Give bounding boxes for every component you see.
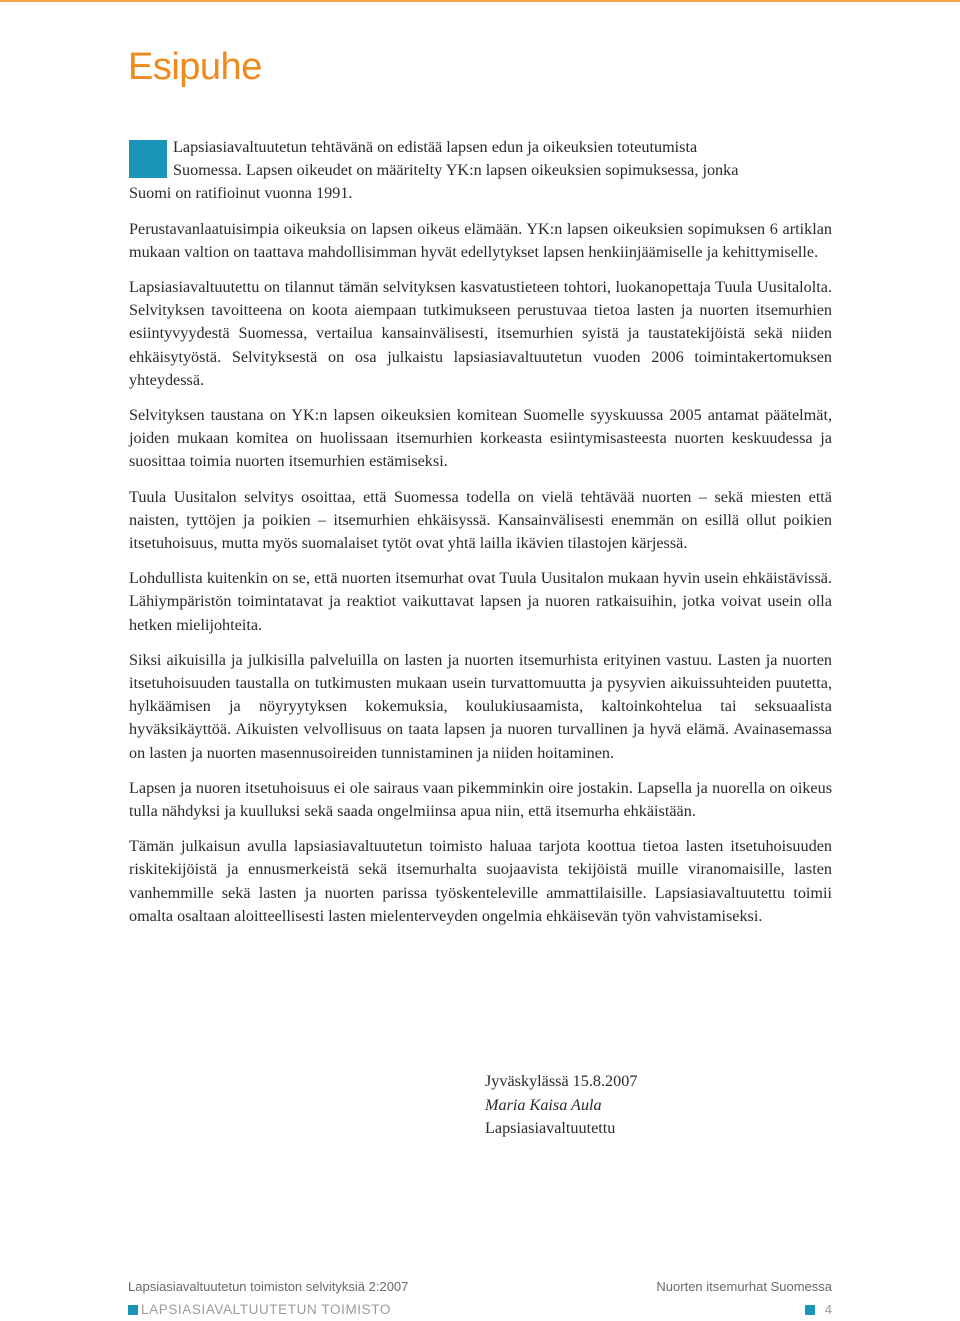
signature-block bbox=[485, 1070, 637, 1141]
paragraph-5: Tuula Uusitalon selvitys osoittaa, että Suomessa todella on vielä tehtävää nuorten – sekä miesten että naisten, tyttöjen ja poikien – itsemurhien ehkäisyssä. Kansainvälisesti enemmän on esillä ollut poikien itsetuhoisuus, mutta myös suomalaiset tytöt ovat yhtä lailla ikävien tilastojen kärjessä. bbox=[129, 487, 832, 553]
footer-page bbox=[805, 1302, 832, 1317]
paragraph-4: Selvityksen taustana on YK:n lapsen oikeuksien komitean Suomelle syyskuussa 2005 antamat päätelmät, joiden mukaan komitea on huolissaan itsemurhien korkeasta esiintymisasteesta nuorten keskuudessa ja suosittaa toimia nuorten itsemurhien estämiseksi. bbox=[129, 406, 832, 471]
footer-office bbox=[128, 1302, 391, 1317]
footer-series: Lapsiasiavaltuutetun toimiston selvityksiä 2:2007 bbox=[128, 1279, 409, 1294]
paragraph-8: Lapsen ja nuoren itsetuhoisuus ei ole sairaus vaan pikemminkin oire jostakin. Lapsella ja nuorella on oikeus tulla nähdyksi ja kuulluksi sekä saada ongelmiinsa apua niin, että itsemurha ehkäistään. bbox=[129, 778, 832, 821]
signature-place-date: Jyväskylässä 15.8.2007 bbox=[485, 1072, 638, 1090]
section-square-icon bbox=[129, 140, 167, 178]
paragraph-1-line-1: Lapsiasiavaltuutetun tehtävänä on edistää lapsen edun ja oikeuksien toteutumista bbox=[173, 138, 698, 156]
signature-name: Maria Kaisa Aula bbox=[485, 1095, 602, 1114]
page-number: 4 bbox=[824, 1302, 832, 1317]
paragraph-7: Siksi aikuisilla ja julkisilla palveluilla on lasten ja nuorten itsemurhista erityinen vastuu. Lasten ja nuorten itsetuhoisuuden taustalla on tutkimusten mukaan usein turvattomuutta ja pysyvien aikuissuhteiden puutetta, hylkäämisen ja nöyryytyksen kokemuksia, koulukiusaamista, kaltoinkohtelua tai seksuaalista hyväksikäyttöä. Aikuisten velvollisuus on taata lapsen ja nuoren turvallinen ja hyvä elämä. Avainasemassa on lasten ja nuorten masennusoireiden tunnistaminen ja niiden hoitaminen. bbox=[129, 650, 832, 762]
paragraph-1 bbox=[129, 136, 832, 206]
paragraph-3: Lapsiasiavaltuutettu on tilannut tämän selvityksen kasvatustieteen tohtori, luokanopettaja Tuula Uusitalolta. Selvityksen tavoitteena on koota aiempaan tutkimukseen perustuvaa tietoa lasten ja nuorten itsemurhien esiintyvyydestä Suomessa, vertailua kansainvälisesti, itsemurhien syistä ja taustatekijöistä sekä niiden ehkäisytyöstä. Selvityksestä on osa julkaistu lapsiasiavaltuutetun vuoden 2006 toimintakertomuksen yhteydessä. bbox=[129, 278, 832, 389]
footer-square-icon bbox=[128, 1305, 138, 1315]
paragraph-6: Lohdullista kuitenkin on se, että nuorten itsemurhat ovat Tuula Uusitalon mukaan hyvin usein ehkäistävissä. Lähiympäristön toimintatavat ja reaktiot vaikuttavat lapsen ja nuoren ratkaisuihin, jotka voivat usein olla hetken mielijohteita. bbox=[129, 569, 832, 634]
signature-role: Lapsiasiavaltuutettu bbox=[485, 1119, 616, 1137]
page-title: Esipuhe bbox=[128, 46, 262, 88]
footer-office-label: LAPSIASIAVALTUUTETUN TOIMISTO bbox=[141, 1302, 391, 1317]
footer-publication: Nuorten itsemurhat Suomessa bbox=[656, 1279, 832, 1294]
paragraph-9: Tämän julkaisun avulla lapsiasiavaltuutetun toimisto haluaa tarjota koottua tietoa lasten itsetuhoisuuden riskitekijöistä ja ennusmerkeistä sekä itsemurhalta suojaavista tekijöistä muille viranomaisille, lasten vanhemmille sekä lasten ja nuorten parissa työskenteleville ammattilaisille. Lapsiasiavaltuutettu toimii omalta osaltaan aloitteellisesti lasten mielenterveyden ongelmia ehkäisevän työn vahvistamiseksi. bbox=[129, 837, 832, 925]
body-text bbox=[129, 136, 832, 940]
top-rule bbox=[0, 0, 960, 2]
paragraph-2: Perustavanlaatuisimpia oikeuksia on lapsen oikeus elämään. YK:n lapsen oikeuksien sopimuksen 6 artiklan mukaan valtion on taattava mahdollisimman hyvät edellytykset lapsen henkiinjäämiselle ja kehittymiselle. bbox=[129, 219, 832, 261]
page-square-icon bbox=[805, 1305, 815, 1315]
paragraph-1-line-2: Suomessa. Lapsen oikeudet on määritelty YK:n lapsen oikeuksien sopimuksessa, jonka bbox=[173, 161, 739, 180]
paragraph-1-line-3: Suomi on ratifioinut vuonna 1991. bbox=[129, 184, 353, 203]
